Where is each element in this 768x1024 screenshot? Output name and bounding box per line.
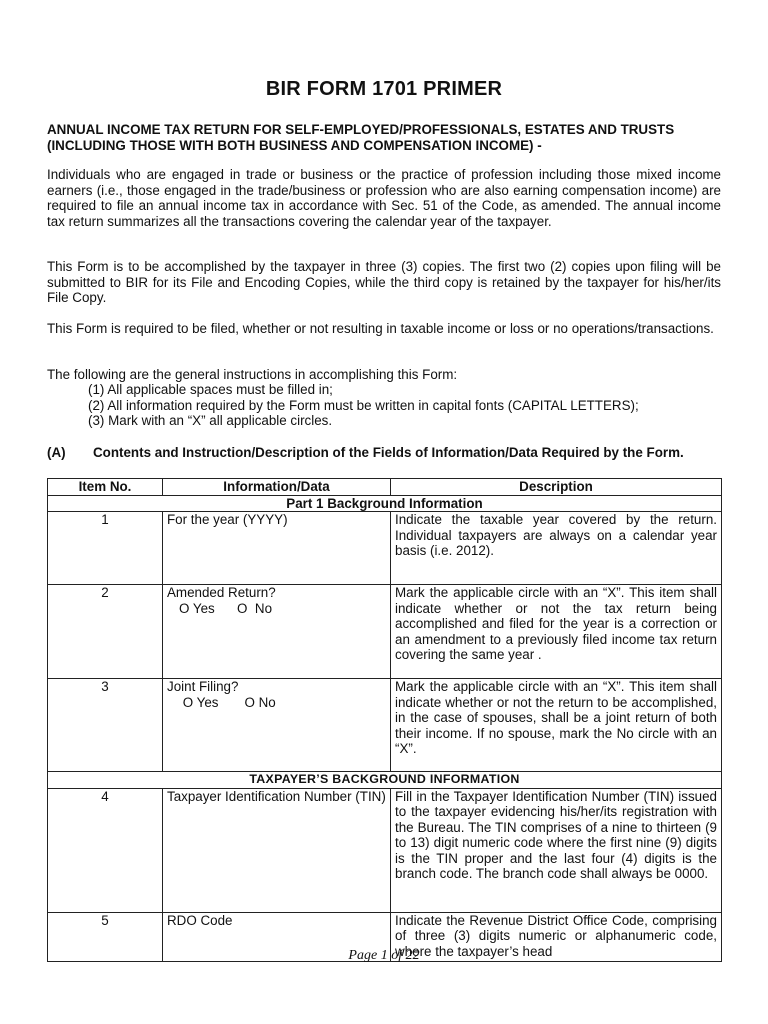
item-info (163, 788, 391, 912)
header-item-no: Item No. (48, 479, 163, 496)
document-title: BIR FORM 1701 PRIMER (265, 78, 503, 100)
section-a-heading (47, 445, 737, 460)
section-a-label: (A) (47, 445, 66, 460)
item-info (163, 512, 391, 585)
filing-requirement-paragraph: This Form is required to be filed, whether or not resulting in taxable income or loss or no operations/transactions. (47, 321, 714, 336)
item-number: 1 (48, 512, 163, 585)
instruction-list (88, 382, 728, 429)
part1-band-row (48, 495, 722, 512)
general-instructions-intro: The following are the general instructions in accomplishing this Form: (47, 367, 458, 382)
copies-paragraph: This Form is to be accomplished by the taxpayer in three (3) copies. The first two (2) copies upon filing will be submitted to BIR for its File and Encoding Copies, while the third copy is retained by the taxpayer for his/her/its File Copy. (47, 259, 721, 305)
part1-title: Part 1 Background Information (48, 495, 722, 512)
header-information: Information/Data (163, 479, 391, 496)
table-header-row (48, 479, 722, 496)
item-info-text: RDO Code (167, 912, 233, 928)
taxpayer-background-title: TAXPAYER’S BACKGROUND INFORMATION (48, 772, 722, 789)
item-description: Indicate the Revenue District Office Code, comprising of three (3) digits numeric or alphanumeric code, where the taxpayer’s head (391, 912, 722, 961)
fields-table (47, 478, 722, 962)
item-info (163, 679, 391, 772)
item-info-text: Amended Return? (167, 585, 276, 600)
instruction-item: (1) All applicable spaces must be filled in; (88, 382, 333, 397)
page-number: Page 1 of 22 (348, 948, 420, 963)
item-description: Mark the applicable circle with an “X”. This item shall indicate whether or not the tax return being accomplished and filed for the year is a correction or an amendment to a previously filed income tax return covering the same year . (391, 585, 722, 679)
document-subtitle: ANNUAL INCOME TAX RETURN FOR SELF-EMPLOYED/PROFESSIONALS, ESTATES AND TRUSTS (INCLUDING THOSE WITH BOTH BUSINESS AND COMPENSATION INCOME) - (47, 122, 675, 153)
item-description: Mark the applicable circle with an “X”. This item shall indicate whether or not the return to be accomplished, in the case of spouses, shall be a joint return of both their income. If no spouse, mark the No circle with an “X”. (391, 679, 722, 772)
item-number: 3 (48, 679, 163, 772)
header-description: Description (391, 479, 722, 496)
item-info-text: Taxpayer Identification Number (TIN) (167, 788, 386, 804)
instruction-item: (2) All information required by the Form must be written in capital fonts (CAPITAL LETTERS); (88, 397, 639, 413)
item-number: 4 (48, 788, 163, 912)
yes-no-options: O Yes O No (179, 600, 273, 616)
table-row (48, 788, 722, 912)
section-a-text: Contents and Instruction/Description of the Fields of Information/Data Required by the Form. (93, 445, 684, 460)
table-row (48, 512, 722, 585)
intro-paragraph: Individuals who are engaged in trade or business or the practice of profession including those mixed income earners (i.e., those engaged in the trade/business or profession who are also earning compensation income) are required to file an annual income tax in accordance with Sec. 51 of the Code, as amended. The annual income tax return summarizes all the transactions covering the calendar year of the taxpayer. (47, 167, 721, 229)
item-info-text: For the year (YYYY) (167, 512, 288, 527)
item-number: 5 (48, 912, 163, 961)
item-number: 2 (48, 585, 163, 679)
instruction-item: (3) Mark with an “X” all applicable circles. (88, 413, 333, 428)
item-info-text: Joint Filing? (167, 679, 239, 694)
table-row (48, 679, 722, 772)
item-description: Fill in the Taxpayer Identification Number (TIN) issued to the taxpayer evidencing his/her/its registration with the Bureau. The TIN comprises of a nine to thirteen (9 to 13) digit numeric code where the first nine (9) digits is the TIN proper and the last four (4) digits is the branch code. The branch code shall always be 0000. (391, 788, 722, 912)
taxpayer-band-row (48, 772, 722, 789)
item-info (163, 585, 391, 679)
item-description: Indicate the taxable year covered by the return. Individual taxpayers are always on a calendar year basis (i.e. 2012). (391, 512, 722, 585)
yes-no-options: O Yes O No (179, 694, 276, 710)
table-row (48, 585, 722, 679)
